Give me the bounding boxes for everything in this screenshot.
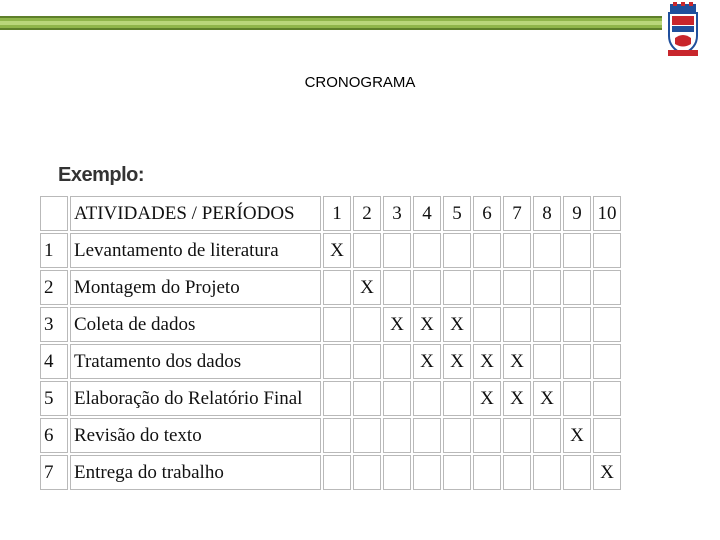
period-mark-cell bbox=[563, 233, 591, 268]
row-number-cell: 7 bbox=[40, 455, 68, 490]
activity-cell: Entrega do trabalho bbox=[70, 455, 321, 490]
period-mark-cell bbox=[443, 455, 471, 490]
period-mark-cell bbox=[353, 381, 381, 416]
period-mark-cell bbox=[593, 233, 621, 268]
period-mark-cell bbox=[353, 233, 381, 268]
row-number-cell: 5 bbox=[40, 381, 68, 416]
period-header-6: 6 bbox=[473, 196, 501, 231]
period-mark-cell bbox=[383, 344, 411, 379]
period-mark-cell bbox=[383, 381, 411, 416]
period-header-4: 4 bbox=[413, 196, 441, 231]
period-mark-cell bbox=[593, 418, 621, 453]
period-mark-cell bbox=[323, 270, 351, 305]
period-mark-cell: X bbox=[383, 307, 411, 342]
period-mark-cell bbox=[413, 233, 441, 268]
period-header-3: 3 bbox=[383, 196, 411, 231]
period-mark-cell: X bbox=[563, 418, 591, 453]
period-mark-cell bbox=[593, 381, 621, 416]
period-header-10: 10 bbox=[593, 196, 621, 231]
period-mark-cell: X bbox=[413, 307, 441, 342]
period-mark-cell bbox=[323, 418, 351, 453]
period-mark-cell bbox=[563, 455, 591, 490]
period-mark-cell bbox=[593, 307, 621, 342]
period-mark-cell bbox=[503, 455, 531, 490]
period-mark-cell: X bbox=[443, 307, 471, 342]
period-mark-cell: X bbox=[593, 455, 621, 490]
period-mark-cell bbox=[563, 270, 591, 305]
schedule-figure bbox=[38, 158, 680, 498]
period-header-9: 9 bbox=[563, 196, 591, 231]
period-mark-cell bbox=[473, 307, 501, 342]
table-row bbox=[40, 381, 621, 416]
period-mark-cell bbox=[443, 381, 471, 416]
row-number-cell: 2 bbox=[40, 270, 68, 305]
period-mark-cell bbox=[473, 418, 501, 453]
period-mark-cell bbox=[443, 418, 471, 453]
period-header-5: 5 bbox=[443, 196, 471, 231]
row-number-cell: 4 bbox=[40, 344, 68, 379]
row-number-cell: 3 bbox=[40, 307, 68, 342]
header-activities-cell: ATIVIDADES / PERÍODOS bbox=[70, 196, 321, 231]
schedule-table-body bbox=[40, 196, 621, 490]
period-mark-cell bbox=[353, 418, 381, 453]
period-mark-cell bbox=[443, 270, 471, 305]
row-number-cell: 6 bbox=[40, 418, 68, 453]
period-mark-cell bbox=[533, 344, 561, 379]
period-mark-cell bbox=[383, 270, 411, 305]
activity-cell: Coleta de dados bbox=[70, 307, 321, 342]
period-mark-cell bbox=[413, 270, 441, 305]
period-header-7: 7 bbox=[503, 196, 531, 231]
activity-cell: Revisão do texto bbox=[70, 418, 321, 453]
period-mark-cell bbox=[413, 381, 441, 416]
period-mark-cell bbox=[473, 233, 501, 268]
period-mark-cell: X bbox=[353, 270, 381, 305]
period-mark-cell bbox=[323, 307, 351, 342]
period-mark-cell bbox=[473, 455, 501, 490]
period-mark-cell bbox=[533, 418, 561, 453]
period-header-1: 1 bbox=[323, 196, 351, 231]
period-mark-cell: X bbox=[413, 344, 441, 379]
period-mark-cell bbox=[503, 270, 531, 305]
period-mark-cell: X bbox=[473, 344, 501, 379]
table-row bbox=[40, 233, 621, 268]
header-row bbox=[40, 196, 621, 231]
period-mark-cell: X bbox=[473, 381, 501, 416]
period-mark-cell bbox=[383, 418, 411, 453]
example-label: Exemplo: bbox=[58, 164, 145, 186]
period-mark-cell bbox=[323, 455, 351, 490]
period-mark-cell bbox=[533, 270, 561, 305]
period-mark-cell bbox=[473, 270, 501, 305]
period-mark-cell bbox=[383, 233, 411, 268]
period-mark-cell: X bbox=[533, 381, 561, 416]
period-mark-cell bbox=[413, 418, 441, 453]
period-mark-cell: X bbox=[503, 381, 531, 416]
period-mark-cell bbox=[563, 344, 591, 379]
header-corner-cell bbox=[40, 196, 68, 231]
period-header-2: 2 bbox=[353, 196, 381, 231]
period-mark-cell bbox=[353, 455, 381, 490]
schedule-table bbox=[38, 194, 623, 492]
period-mark-cell: X bbox=[443, 344, 471, 379]
university-crest-logo bbox=[664, 2, 702, 58]
period-mark-cell bbox=[323, 344, 351, 379]
header-bar bbox=[0, 16, 662, 30]
period-mark-cell bbox=[563, 307, 591, 342]
table-row bbox=[40, 455, 621, 490]
activity-cell: Elaboração do Relatório Final bbox=[70, 381, 321, 416]
period-mark-cell: X bbox=[323, 233, 351, 268]
period-mark-cell: X bbox=[503, 344, 531, 379]
period-mark-cell bbox=[443, 233, 471, 268]
period-mark-cell bbox=[593, 344, 621, 379]
period-mark-cell bbox=[533, 455, 561, 490]
table-row bbox=[40, 270, 621, 305]
period-mark-cell bbox=[563, 381, 591, 416]
period-mark-cell bbox=[353, 307, 381, 342]
table-row bbox=[40, 418, 621, 453]
period-mark-cell bbox=[413, 455, 441, 490]
period-mark-cell bbox=[533, 233, 561, 268]
table-row bbox=[40, 344, 621, 379]
period-mark-cell bbox=[503, 418, 531, 453]
period-mark-cell bbox=[533, 307, 561, 342]
activity-cell: Levantamento de literatura bbox=[70, 233, 321, 268]
activity-cell: Tratamento dos dados bbox=[70, 344, 321, 379]
period-header-8: 8 bbox=[533, 196, 561, 231]
row-number-cell: 1 bbox=[40, 233, 68, 268]
activity-cell: Montagem do Projeto bbox=[70, 270, 321, 305]
period-mark-cell bbox=[503, 307, 531, 342]
period-mark-cell bbox=[503, 233, 531, 268]
period-mark-cell bbox=[353, 344, 381, 379]
period-mark-cell bbox=[323, 381, 351, 416]
period-mark-cell bbox=[383, 455, 411, 490]
slide-title: CRONOGRAMA bbox=[304, 74, 416, 91]
table-row bbox=[40, 307, 621, 342]
period-mark-cell bbox=[593, 270, 621, 305]
